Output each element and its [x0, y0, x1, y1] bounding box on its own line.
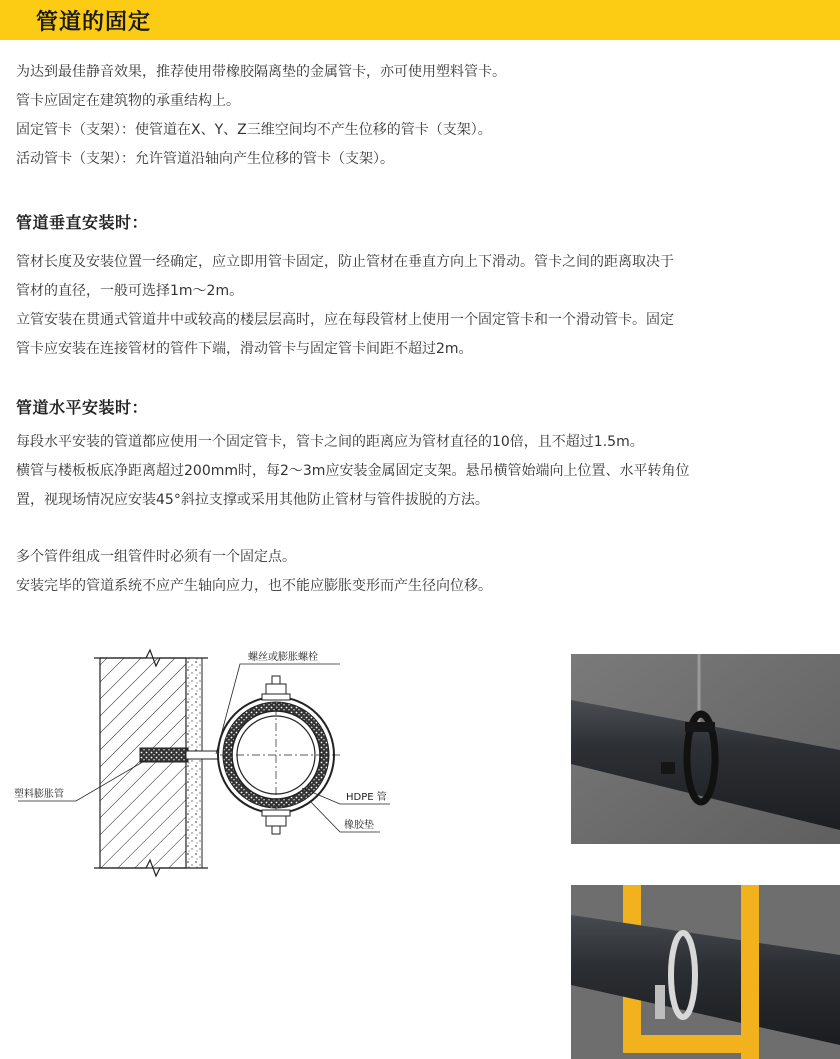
notes-section — [16, 543, 492, 601]
horizontal-line: 横管与楼板板底净距离超过200mm时，每2～3m应安装金属固定支架。悬吊横管始端向上位置、水平转角位 — [16, 463, 690, 479]
plastic-anchor-label: 塑料膨胀管 — [14, 789, 64, 800]
intro-line: 管卡应固定在建筑物的承重结构上。 — [16, 93, 240, 109]
bracket-clamp-photo — [571, 885, 840, 1059]
hanging-clamp-photo — [571, 654, 840, 844]
horizontal-heading: 管道水平安装时： — [16, 398, 149, 417]
note-line: 安装完毕的管道系统不应产生轴向应力，也不能应膨胀变形而产生径向位移。 — [16, 578, 492, 594]
horizontal-section — [16, 428, 689, 515]
page-title: 管道的固定 — [36, 10, 152, 35]
title-bar — [0, 0, 840, 40]
pipe-clamp-diagram — [10, 636, 420, 886]
top-bolt — [262, 676, 290, 700]
vertical-line: 管材的直径，一般可选择1m～2m。 — [16, 283, 244, 299]
intro-line: 固定管卡（支架）：使管道在X、Y、Z三维空间均不产生位移的管卡（支架）。 — [16, 122, 492, 138]
pipe-label: HDPE 管 — [346, 792, 387, 803]
vertical-section — [16, 248, 674, 364]
intro-line: 活动管卡（支架）：允许管道沿轴向产生位移的管卡（支架）。 — [16, 151, 394, 167]
rubber-label: 橡胶垫 — [344, 820, 374, 831]
vertical-line: 立管安装在贯通式管道井中或较高的楼层层高时，应在每段管材上使用一个固定管卡和一个滑动管卡。固定 — [16, 312, 674, 328]
vertical-line: 管材长度及安装位置一经确定，应立即用管卡固定，防止管材在垂直方向上下滑动。管卡之间的距离取决于 — [16, 254, 674, 270]
intro-line: 为达到最佳静音效果，推荐使用带橡胶隔离垫的金属管卡，亦可使用塑料管卡。 — [16, 64, 506, 80]
horizontal-line: 每段水平安装的管道都应使用一个固定管卡，管卡之间的距离应为管材直径的10倍，且不超过1.5m。 — [16, 434, 644, 450]
intro-section — [16, 58, 506, 174]
pipe-clamp — [218, 691, 340, 818]
bolt-label: 螺丝或膨胀螺栓 — [248, 652, 318, 663]
bottom-bolt — [262, 810, 290, 834]
wall-section — [94, 650, 208, 876]
vertical-line: 管卡应安装在连接管材的管件下端，滑动管卡与固定管卡间距不超过2m。 — [16, 341, 473, 357]
note-line: 多个管件组成一组管件时必须有一个固定点。 — [16, 549, 296, 565]
horizontal-line: 置，视现场情况应安装45°斜拉支撑或采用其他防止管材与管件拔脱的方法。 — [16, 492, 489, 508]
plastic-anchor — [140, 748, 188, 762]
vertical-heading: 管道垂直安装时： — [16, 213, 149, 232]
